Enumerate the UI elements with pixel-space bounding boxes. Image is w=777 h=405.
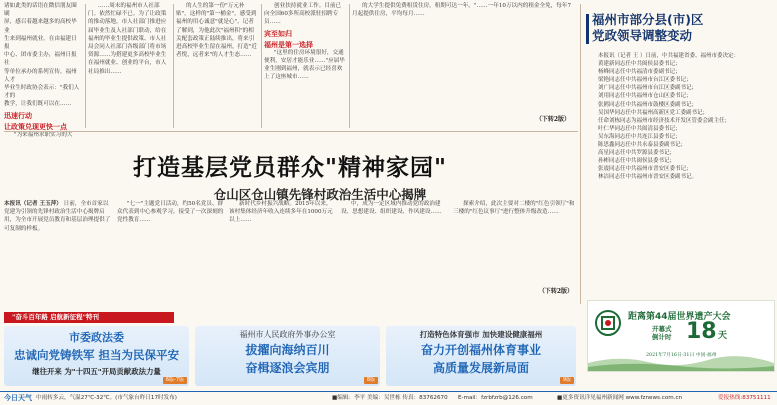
- story-column-2: [117, 200, 224, 304]
- roster-line: 吴国华同志任中共福州高新区党工委副书记；: [598, 109, 709, 116]
- panel-subtitle: 继往开来 为"十四五"开局贡献政法力量: [32, 367, 161, 376]
- countdown-days: 18: [686, 319, 717, 344]
- section-subheading: 福州是第一选择: [264, 39, 313, 49]
- expo-date: 2021年7月16日-31日 中国·福州: [646, 353, 717, 358]
- landscape-decoration-icon: [588, 353, 774, 371]
- text-line: 等单位承办的系列宣传，福州人才: [4, 68, 77, 83]
- personnel-title-line-1: 福州市部分县(市)区: [592, 12, 704, 27]
- paragraph: 探索介绍，此次主要对二楼的"红色引领厅"和三楼的"红色议事厅"进行整体升级改造……: [453, 201, 575, 216]
- intro: 本报讯（记者 王 ）日前，中共福建省委、福州市委决定：: [598, 53, 739, 59]
- text-line: 屏，感召着越来越多的高校毕业: [4, 19, 77, 34]
- story-column-4: [341, 200, 448, 304]
- footer-bar: [0, 391, 777, 405]
- top-column-3: [176, 2, 258, 128]
- text-line: 毕业生时政协会表示："我们人才的: [4, 85, 80, 100]
- paragraph: "七一"主题党日活动，约50名党员、群众代表到中心参观学习，接受了一次深刻的党性教育……: [117, 201, 224, 224]
- countdown-unit: 天: [718, 331, 728, 341]
- roster-line: 张鸥同志任中共福州市鼓楼区委副书记；: [598, 101, 698, 108]
- roster-line: 刘广同志任中共福州市台江区委副书记；: [598, 85, 698, 92]
- website-link[interactable]: ■更多资讯详见福州新闻网 www.fznews.com.cn: [557, 395, 683, 401]
- roster-line: 林洁同志任中共福州市晋安区委副书记。: [598, 174, 698, 181]
- personnel-news: [582, 0, 777, 300]
- world-heritage-logo-icon: [594, 309, 622, 337]
- expo-title: 距离第44届世界遗产大会: [628, 312, 731, 322]
- paragraph: 新时代乡村振兴战略。2015年以来，该村集体经济年收入连续多年在1000万元以上……: [229, 201, 333, 224]
- roster-line: 黄建新同志任中共闽侯县委书记；: [598, 61, 681, 68]
- roster-line: 高星同志任中共罗源县委书记；: [598, 150, 676, 157]
- section-heading: 宾至如归: [264, 28, 292, 38]
- banner-panel-foreign-affairs[interactable]: [195, 326, 380, 386]
- text-line: 中心、团市委主办，福州日报社: [4, 52, 77, 67]
- paragraph: "这里的住房环境很好，交通便利，安居才能乐业……"应届毕业生刚到福州，就表示已经喜欢上了这座城市……: [264, 49, 345, 81]
- column-1-text: [4, 2, 82, 109]
- roster-line: 孙彬同志任中共闽侯县委书记；: [598, 158, 676, 165]
- story-column-1: [4, 200, 112, 304]
- page-reference: 9版: [560, 377, 574, 384]
- roster-line: 吴东海同志任中共连江县委书记；: [598, 133, 681, 140]
- panel-slogan: 忠诚向党铸铁军 担当为民保平安: [13, 348, 179, 362]
- section-divider: [4, 131, 578, 132]
- panel-slogan: 高质量发展新局面: [432, 361, 529, 375]
- countdown-label: [652, 325, 682, 341]
- paragraph: 中，成为一定区域内推动党的政治建设、思想建设、组织建设、作风建设……: [341, 201, 442, 216]
- weather-title: 今日天气: [4, 394, 32, 402]
- paragraph: 日前，全市首家以党建为引领的先锋村政治生活中心揭牌启用，为全市开展党员教育和基层治理提供了可复制的样板。: [4, 201, 111, 232]
- page-reference: 6版-7版: [163, 377, 187, 384]
- personnel-title-line-2: 党政领导调整变动: [592, 28, 693, 43]
- story-column-5: [453, 200, 577, 304]
- section-heading: 迅速行动: [4, 110, 32, 120]
- special-issue-tag: "奋斗百年路 启航新征程"特刊: [4, 312, 174, 323]
- continued-notice: （下转2版）: [535, 116, 570, 123]
- headline-title[interactable]: 打造基层党员群众"精神家园": [133, 155, 447, 181]
- text-line: 教学，让我们既可以在……: [4, 101, 72, 108]
- roster-line: 刘用同志任中共福州市仓山区委书记；: [598, 93, 692, 100]
- paragraph: 的大学生提供免费租赁住房，租期可达一年。"……一年10万以内的租金全免，每年7月起提供住房，平均每月……: [352, 3, 572, 18]
- paragraph: ……周末的福州市人社部门。依然忙碌不已。为了让政策的推动落地，市人社部门推进应届毕业生及人社部门联动，给在福州的毕业生提供政策、市人社局会同人社部门各级部门将市场资源……为搭建更多高校毕业生在福州就业、创业的平台，市人社局推出……: [88, 3, 167, 75]
- top-column-1: [4, 2, 82, 138]
- special-issue-banner: [0, 312, 580, 388]
- roster-line: 杨峰同志任中共福清市委副书记；: [598, 69, 681, 76]
- roster-line: 任命刘栋同志为福州市经济技术开发区管委会副主任；: [598, 117, 731, 124]
- top-column-2: [88, 2, 170, 128]
- continued-notice: （下转2版）: [538, 288, 573, 295]
- editors-credit: ■编辑：李平 美编：吴世栋 传真：83762670: [332, 395, 448, 401]
- banner-panel-sports[interactable]: [386, 326, 576, 386]
- roster-line: 叶仁华同志任中共闽清县委书记；: [598, 125, 681, 132]
- paragraph: "为来福州求职实习的大: [14, 131, 73, 138]
- column-divider: [261, 4, 262, 128]
- page-reference: 8版: [364, 377, 378, 384]
- panel-headline: 奋力开创福州体育事业: [420, 343, 541, 357]
- byline: 本报讯（记者 王玉萍）: [4, 201, 62, 207]
- panel-slogan: 奋楫逐浪会宾朋: [245, 361, 330, 375]
- banner-panel-politics-law[interactable]: [4, 326, 189, 386]
- paragraph: 创业扶持就业工作。目前已向全国60多所高校派驻招聘专员……: [264, 3, 342, 26]
- column-divider: [173, 4, 174, 128]
- text-line: 诸如此类的话语在微信朋友圈刷: [4, 3, 77, 18]
- story-column-3: [229, 200, 336, 304]
- column-divider: [349, 4, 350, 128]
- top-column-4: [264, 2, 346, 128]
- personnel-title[interactable]: [582, 12, 777, 44]
- expo-countdown[interactable]: [587, 300, 775, 372]
- panel-kicker: 福州市人民政府外事办公室: [239, 330, 336, 339]
- roster-line: 陈思鑫同志任中共永泰县委副书记；: [598, 142, 687, 149]
- roster-line: 梁艳同志任中共福州市台江区委书记；: [598, 77, 692, 84]
- paragraph: 的人生的第一份"万元补贴"，这样的"第一桶金"，感受到福州的用心诚意"就是心"。记者了解到，为他此次"福州积"的相关配套政策正陆续推出，将来引进高校毕业生留在福州，打造"近者悦，远者来"的人才生态……: [176, 3, 257, 59]
- column-divider: [85, 4, 86, 128]
- countdown-label-2: 倒计时: [652, 333, 672, 341]
- panel-headline: 拔擢向海纳百川: [245, 343, 330, 357]
- weather-forecast: 中雨转多云，气温27℃-32℃。(市气象台昨日17时发布): [36, 395, 177, 401]
- column-divider: [580, 4, 581, 304]
- headline-subtitle: 仓山区仓山镇先锋村政治生活中心揭牌: [213, 187, 427, 202]
- panel-headline: 市委政法委: [69, 331, 124, 344]
- text-line: 生来到福州就业。在由福建日报: [4, 35, 77, 51]
- hotline: 爱报热线:83751111: [718, 395, 771, 401]
- headline-block: [0, 140, 580, 200]
- personnel-roster: [588, 52, 773, 182]
- panel-kicker: 打造特色体育强市 加快建设健康福州: [419, 330, 543, 339]
- section-subheading: 让政策兑现更快一点: [4, 121, 67, 131]
- countdown-label-1: 开幕式: [652, 325, 672, 333]
- roster-line: 张震同志任中共福州市晋安区委书记；: [598, 166, 692, 173]
- contact-email[interactable]: E-mail：fzrbfzrb@126.com: [458, 395, 533, 401]
- top-column-5: [352, 2, 574, 128]
